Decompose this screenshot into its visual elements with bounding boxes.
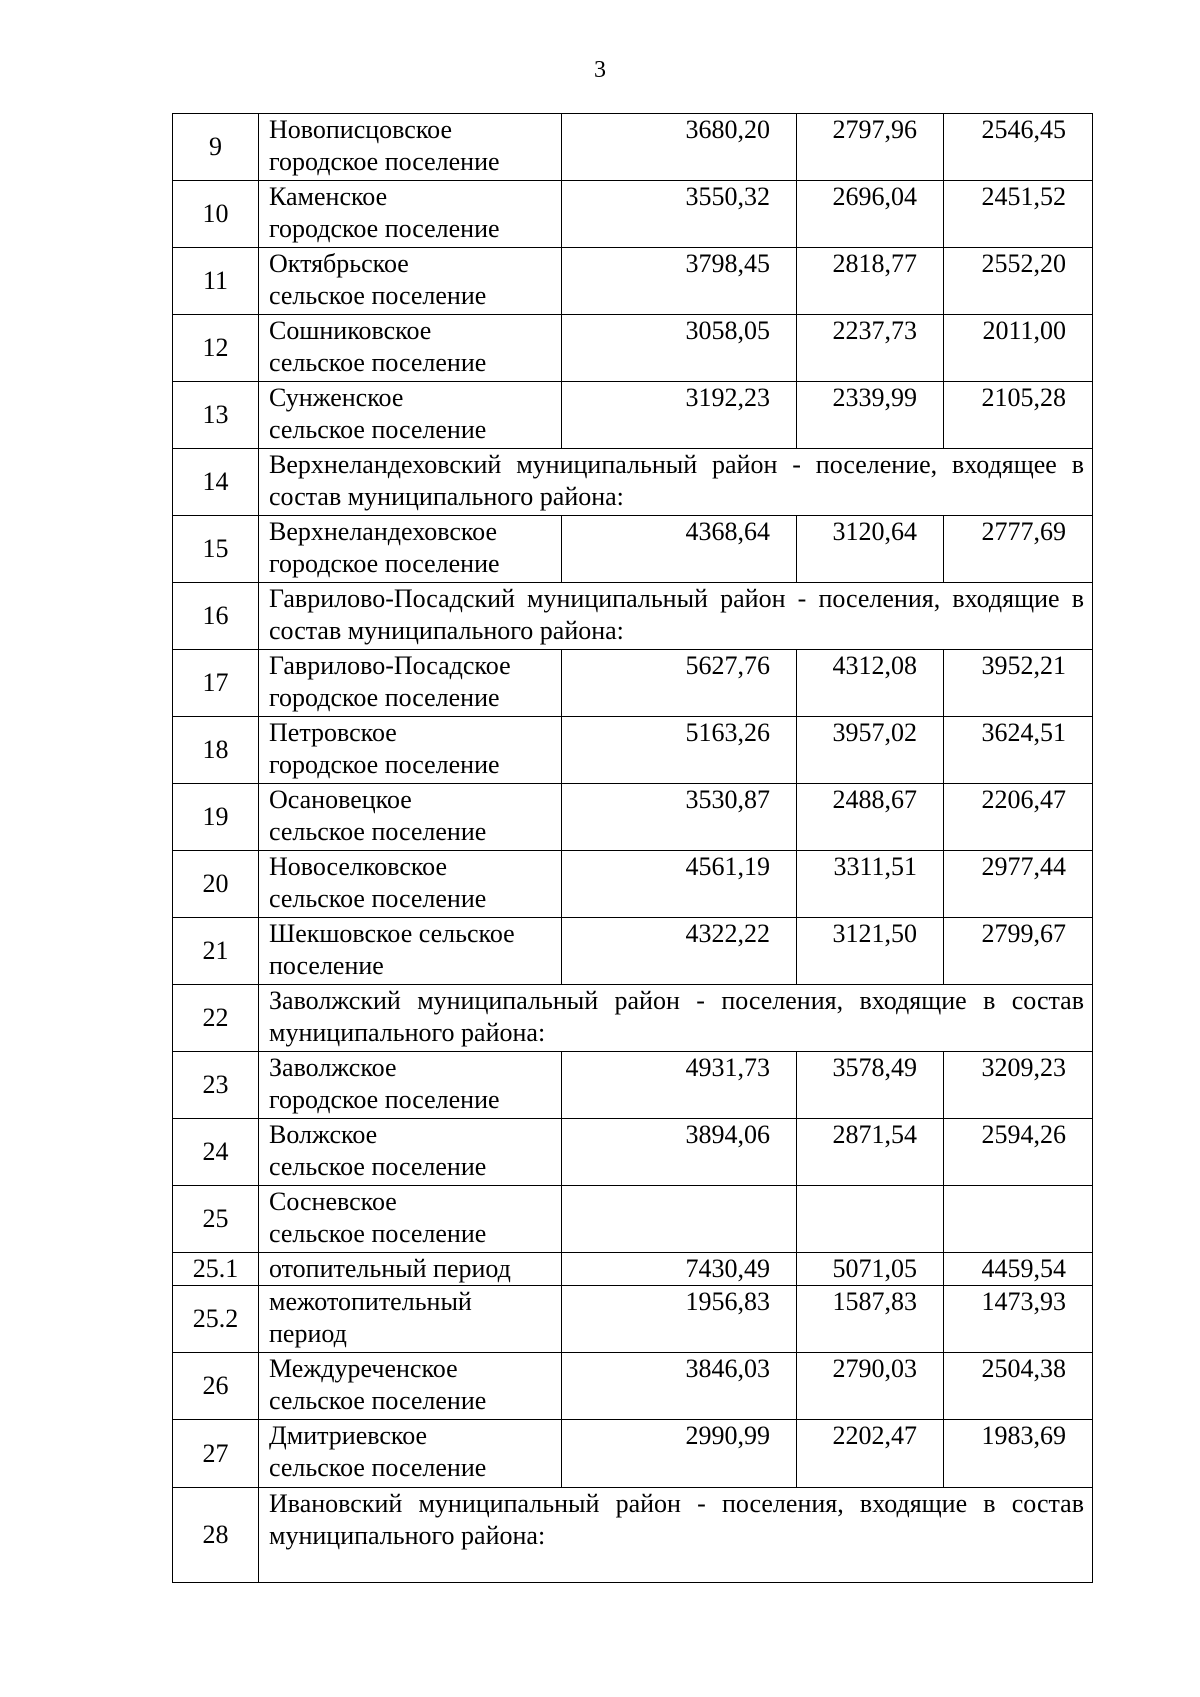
settlement-name-cell <box>259 1286 562 1353</box>
settlement-name-cell <box>259 650 562 717</box>
settlement-name: Дмитриевское сельское поселение <box>269 1421 487 1482</box>
value-cell-2: 3957,02 <box>797 717 944 784</box>
table-row <box>173 516 1093 583</box>
settlement-name-cell <box>259 918 562 985</box>
settlement-name: Сосневское сельское поселение <box>269 1187 487 1248</box>
value-cell-2: 2237,73 <box>797 315 944 382</box>
row-number: 20 <box>173 851 259 918</box>
settlement-name-cell <box>259 851 562 918</box>
settlement-name: Сошниковское сельское поселение <box>269 316 487 377</box>
table-row <box>173 583 1093 650</box>
settlement-name-cell <box>259 1253 562 1286</box>
value-cell-1: 4322,22 <box>562 918 797 985</box>
tariff-table <box>172 113 1093 1583</box>
settlement-name-cell <box>259 315 562 382</box>
value-cell-2: 5071,05 <box>797 1253 944 1286</box>
value-cell-3: 2552,20 <box>944 248 1093 315</box>
settlement-name-cell <box>259 1420 562 1488</box>
row-number: 16 <box>173 583 259 650</box>
row-number: 12 <box>173 315 259 382</box>
settlement-name: Новописцовское городское поселение <box>269 115 500 176</box>
table-row <box>173 1353 1093 1420</box>
value-cell-2: 1587,83 <box>797 1286 944 1353</box>
settlement-name: Гаврилово-Посадское городское поселение <box>269 651 511 712</box>
value-cell-3: 3209,23 <box>944 1052 1093 1119</box>
settlement-name: Осановецкое сельское поселение <box>269 785 487 846</box>
value-cell-2: 4312,08 <box>797 650 944 717</box>
settlement-name-cell <box>259 114 562 181</box>
settlement-name: Петровское городское поселение <box>269 718 500 779</box>
settlement-name: межотопительный период <box>269 1287 472 1348</box>
value-cell-3: 1983,69 <box>944 1420 1093 1488</box>
value-cell-1: 2990,99 <box>562 1420 797 1488</box>
row-number: 15 <box>173 516 259 583</box>
value-cell-2: 3311,51 <box>797 851 944 918</box>
value-cell-1: 3894,06 <box>562 1119 797 1186</box>
value-cell-3: 2504,38 <box>944 1353 1093 1420</box>
value-cell-1: 1956,83 <box>562 1286 797 1353</box>
district-heading: Верхнеландеховский муниципальный район - поселение, входящее в состав муниципального района: <box>259 449 1093 516</box>
table-row <box>173 449 1093 516</box>
table-row <box>173 315 1093 382</box>
table-row <box>173 1119 1093 1186</box>
value-cell-3: 2777,69 <box>944 516 1093 583</box>
value-cell-2: 2871,54 <box>797 1119 944 1186</box>
settlement-name-cell <box>259 181 562 248</box>
row-number: 25 <box>173 1186 259 1253</box>
settlement-name: Верхнеландеховское городское поселение <box>269 517 500 578</box>
settlement-name: Волжское сельское поселение <box>269 1120 487 1181</box>
settlement-name-cell <box>259 784 562 851</box>
row-number: 21 <box>173 918 259 985</box>
value-cell-3: 4459,54 <box>944 1253 1093 1286</box>
table-row <box>173 1286 1093 1353</box>
district-heading: Гаврилово-Посадский муниципальный район - поселения, входящие в состав муниципального района: <box>259 583 1093 650</box>
value-cell-3: 2011,00 <box>944 315 1093 382</box>
value-cell-3: 1473,93 <box>944 1286 1093 1353</box>
value-cell-1: 3550,32 <box>562 181 797 248</box>
settlement-name-cell <box>259 1052 562 1119</box>
row-number: 24 <box>173 1119 259 1186</box>
settlement-name-cell <box>259 1119 562 1186</box>
value-cell-3: 2977,44 <box>944 851 1093 918</box>
value-cell-2: 2339,99 <box>797 382 944 449</box>
settlement-name-cell <box>259 717 562 784</box>
settlement-name: Новоселковское сельское поселение <box>269 852 487 913</box>
district-heading: Ивановский муниципальный район - поселения, входящие в состав муниципального района: <box>259 1488 1093 1583</box>
value-cell-3: 2206,47 <box>944 784 1093 851</box>
row-number: 17 <box>173 650 259 717</box>
row-number: 19 <box>173 784 259 851</box>
row-number: 11 <box>173 248 259 315</box>
value-cell-1: 3680,20 <box>562 114 797 181</box>
row-number: 22 <box>173 985 259 1052</box>
value-cell-2: 2797,96 <box>797 114 944 181</box>
value-cell-1: 4368,64 <box>562 516 797 583</box>
row-number: 25.2 <box>173 1286 259 1353</box>
settlement-name: Междуреченское сельское поселение <box>269 1354 487 1415</box>
value-cell-1: 3058,05 <box>562 315 797 382</box>
settlement-name: Октябрьское сельское поселение <box>269 249 487 310</box>
value-cell-3: 2594,26 <box>944 1119 1093 1186</box>
value-cell-1: 7430,49 <box>562 1253 797 1286</box>
value-cell-1: 5163,26 <box>562 717 797 784</box>
table-row <box>173 717 1093 784</box>
settlement-name-cell <box>259 382 562 449</box>
table-row <box>173 181 1093 248</box>
value-cell-1: 3192,23 <box>562 382 797 449</box>
row-number: 23 <box>173 1052 259 1119</box>
value-cell-1: 3530,87 <box>562 784 797 851</box>
settlement-name: Заволжское городское поселение <box>269 1053 500 1114</box>
settlement-name-cell <box>259 516 562 583</box>
value-cell-2: 2696,04 <box>797 181 944 248</box>
row-number: 13 <box>173 382 259 449</box>
value-cell-1 <box>562 1186 797 1253</box>
table-row <box>173 918 1093 985</box>
value-cell-3: 2799,67 <box>944 918 1093 985</box>
value-cell-2: 3121,50 <box>797 918 944 985</box>
table-row <box>173 784 1093 851</box>
value-cell-2: 2790,03 <box>797 1353 944 1420</box>
value-cell-1: 4931,73 <box>562 1052 797 1119</box>
settlement-name: Шекшовское сельское поселение <box>269 919 515 980</box>
value-cell-3: 3624,51 <box>944 717 1093 784</box>
table-row <box>173 985 1093 1052</box>
table-row <box>173 650 1093 717</box>
table-row <box>173 1420 1093 1488</box>
row-number: 25.1 <box>173 1253 259 1286</box>
value-cell-2: 2818,77 <box>797 248 944 315</box>
row-number: 10 <box>173 181 259 248</box>
value-cell-2: 2202,47 <box>797 1420 944 1488</box>
row-number: 27 <box>173 1420 259 1488</box>
row-number: 28 <box>173 1488 259 1583</box>
settlement-name-cell <box>259 1186 562 1253</box>
settlement-name: отопительный период <box>269 1254 511 1283</box>
value-cell-3: 2546,45 <box>944 114 1093 181</box>
row-number: 18 <box>173 717 259 784</box>
table-row <box>173 114 1093 181</box>
row-number: 9 <box>173 114 259 181</box>
page-number: 3 <box>594 57 606 83</box>
table-row <box>173 248 1093 315</box>
value-cell-2: 3120,64 <box>797 516 944 583</box>
value-cell-3: 2451,52 <box>944 181 1093 248</box>
row-number: 26 <box>173 1353 259 1420</box>
table-row <box>173 382 1093 449</box>
value-cell-2 <box>797 1186 944 1253</box>
row-number: 14 <box>173 449 259 516</box>
table-row <box>173 1186 1093 1253</box>
settlement-name: Каменское городское поселение <box>269 182 500 243</box>
value-cell-1: 3846,03 <box>562 1353 797 1420</box>
value-cell-3: 2105,28 <box>944 382 1093 449</box>
value-cell-1: 3798,45 <box>562 248 797 315</box>
value-cell-3 <box>944 1186 1093 1253</box>
value-cell-3: 3952,21 <box>944 650 1093 717</box>
table-row <box>173 851 1093 918</box>
table-row <box>173 1488 1093 1583</box>
table-row <box>173 1052 1093 1119</box>
settlement-name: Сунженское сельское поселение <box>269 383 487 444</box>
settlement-name-cell <box>259 1353 562 1420</box>
settlement-name-cell <box>259 248 562 315</box>
value-cell-2: 3578,49 <box>797 1052 944 1119</box>
value-cell-1: 4561,19 <box>562 851 797 918</box>
table-row <box>173 1253 1093 1286</box>
district-heading: Заволжский муниципальный район - поселения, входящие в состав муниципального района: <box>259 985 1093 1052</box>
value-cell-1: 5627,76 <box>562 650 797 717</box>
value-cell-2: 2488,67 <box>797 784 944 851</box>
